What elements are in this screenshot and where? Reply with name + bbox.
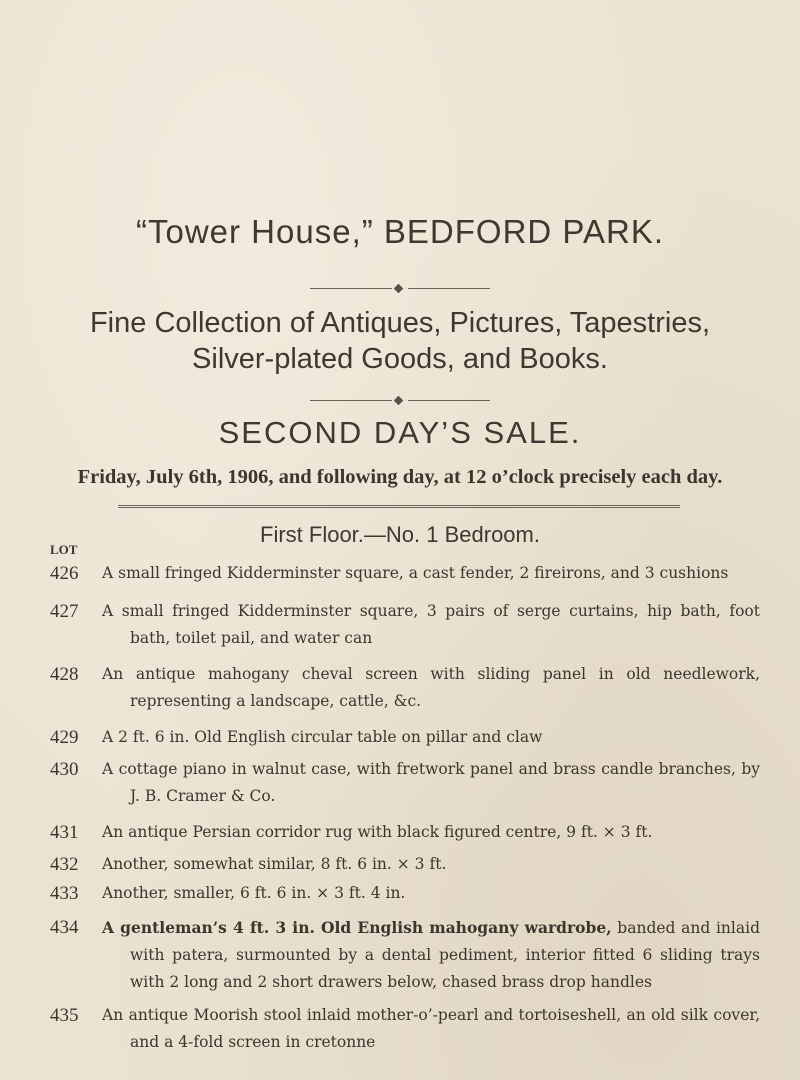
lot-number: 432	[50, 854, 79, 875]
lot-description-rest: banded and inlaid with paterа, surmounted by a dental pediment, interior fitted 6 sliding trays with 2 long and 2 short drawers below, chased brass drop handles	[130, 919, 760, 991]
subtitle-line-2: Silver-plated Goods, and Books.	[192, 343, 608, 375]
lot-item	[50, 880, 760, 907]
section-heading: First Floor.—No. 1 Bedroom.	[260, 522, 540, 547]
lot-number: 427	[50, 601, 79, 622]
lot-item	[50, 724, 760, 751]
page-title: “Tower House,” BEDFORD PARK.	[136, 213, 664, 250]
lot-description: A small fringed Kidderminster square, 3 pairs of serge curtains, hip bath, foot bath, toilet pail, and water can	[102, 602, 760, 647]
lot-description: An antique mahogany cheval screen with sliding panel in old needlework, representing a landscape, cattle, &c.	[102, 665, 760, 710]
lot-description: Another, smaller, 6 ft. 6 in. × 3 ft. 4 in.	[102, 884, 406, 902]
lot-item	[50, 756, 760, 810]
divider-line	[408, 288, 490, 289]
lot-number: 435	[50, 1005, 79, 1026]
sale-date: Friday, July 6th, 1906, and following day, at 12 o’clock precisely each day.	[77, 466, 723, 488]
lot-number: 430	[50, 759, 79, 780]
lot-description: Another, somewhat similar, 8 ft. 6 in. × 3 ft.	[102, 855, 447, 873]
subtitle-line-1: Fine Collection of Antiques, Pictures, Tapestries,	[89, 307, 711, 339]
lot-item	[50, 661, 760, 715]
double-rule-divider	[118, 505, 680, 508]
lot-number: 433	[50, 883, 79, 904]
lot-item	[50, 819, 760, 846]
lot-number: 434	[50, 917, 79, 938]
divider-line	[310, 288, 392, 289]
diamond-ornament-icon	[394, 396, 404, 406]
divider-line	[310, 400, 392, 401]
lot-description: An antique Persian corridor rug with black figured centre, 9 ft. × 3 ft.	[102, 823, 653, 841]
lot-description	[102, 914, 760, 996]
divider-line	[408, 400, 490, 401]
lot-number: 428	[50, 664, 79, 685]
lot-item	[50, 598, 760, 652]
lot-item	[50, 851, 760, 878]
lot-description: A cottage piano in walnut case, with fretwork panel and brass candle branches, by J. B. Cramer & Co.	[102, 760, 760, 805]
lot-item	[50, 560, 760, 587]
lot-description: A 2 ft. 6 in. Old English circular table on pillar and claw	[102, 728, 543, 746]
lot-number: 426	[50, 563, 79, 584]
diamond-ornament-icon	[394, 284, 404, 294]
lot-item	[50, 1002, 760, 1056]
divider-ornament-2	[310, 396, 490, 406]
lot-number: 431	[50, 822, 79, 843]
lot-description-bold: A gentleman’s 4 ft. 3 in. Old English mahogany wardrobe,	[102, 918, 612, 937]
divider-ornament-1	[310, 284, 490, 294]
sale-heading: SECOND DAY’S SALE.	[218, 415, 582, 450]
lot-column-header: LOT	[50, 542, 78, 557]
lot-item	[50, 914, 760, 996]
lot-description: An antique Moorish stool inlaid mother-o’-pearl and tortoiseshell, an old silk cover, and a 4-fold screen in cretonne	[102, 1006, 760, 1051]
lot-description: A small fringed Kidderminster square, a cast fender, 2 fireirons, and 3 cushions	[102, 564, 729, 582]
lot-number: 429	[50, 727, 79, 748]
